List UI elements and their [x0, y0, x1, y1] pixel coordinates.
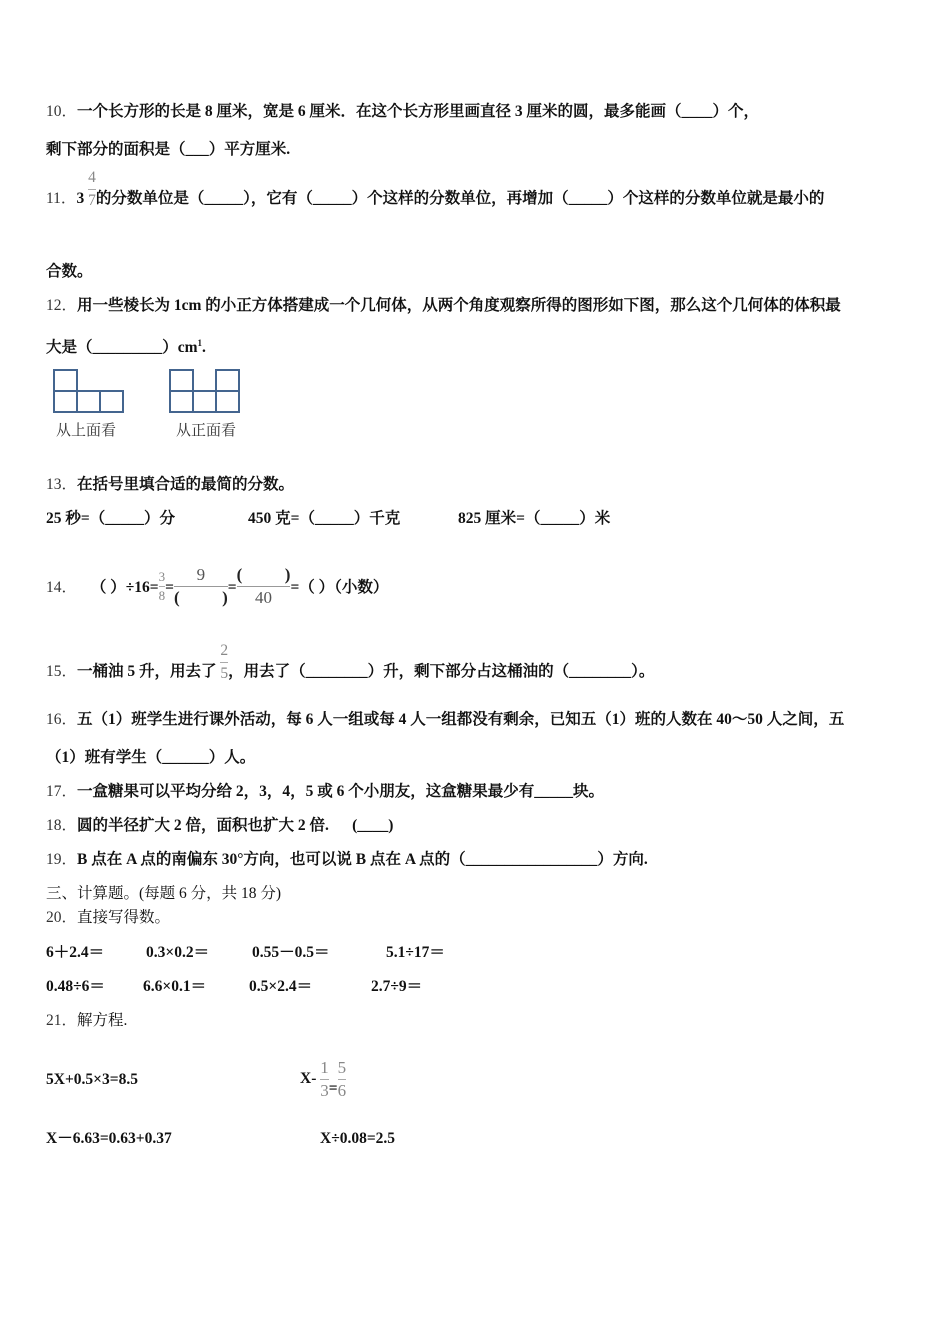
question-text: B 点在 A 点的南偏东 30°方向，也可以说 B 点在 A 点的（_________________）方向.: [77, 851, 648, 868]
front-view-caption: 从正面看: [176, 421, 237, 439]
fraction-bar: [338, 1079, 347, 1080]
fraction: [320, 1058, 329, 1101]
fraction-bar: [174, 586, 228, 587]
grid-cell: [169, 390, 194, 413]
top-view-caption: 从上面看: [56, 421, 117, 439]
question-16-line2: （1）班有学生（______）人。: [46, 749, 256, 766]
equation-text: X-: [300, 1070, 317, 1088]
question-text: 在括号里填合适的最简的分数。: [77, 476, 295, 493]
question-number: 17．: [46, 783, 78, 800]
equation-1: 5X+0.5×3=8.5: [46, 1071, 138, 1088]
fraction-denominator: 3: [320, 1081, 329, 1100]
mixed-number-whole: 3: [76, 190, 85, 208]
question-text: 一桶油 5 升，用去了: [77, 663, 217, 681]
question-11: [46, 169, 825, 221]
calc-item: 2.7÷9＝: [371, 978, 423, 995]
calc-item: 6.6×0.1＝: [143, 978, 207, 995]
fraction-numerator: 3: [158, 569, 166, 584]
equation-3: X－6.63=0.63+0.37: [46, 1130, 172, 1147]
question-text: 圆的半径扩大 2 倍，面积也扩大 2 倍. (____): [77, 817, 394, 834]
question-number: 13．: [46, 476, 78, 493]
grid-cell: [53, 390, 78, 413]
question-text: 大是（_________）cm: [46, 339, 198, 357]
question-10: [46, 102, 759, 122]
grid-cell: [99, 390, 124, 413]
question-13: [46, 475, 294, 495]
fraction-numerator: 9: [196, 565, 206, 584]
question-text: 一个长方形的长是 8 厘米，宽是 6 厘米．在这个长方形里画直径 3 厘米的圆，最多能画（____）个，: [77, 103, 760, 120]
question-12: [46, 296, 841, 316]
superscript: 1: [197, 338, 203, 348]
section-title: 三、计算题。(每题 6 分，共 18 分): [46, 885, 282, 902]
calc-item: 0.3×0.2＝: [146, 944, 210, 961]
conversion-item: 25 秒=（_____）分: [46, 510, 175, 527]
grid-cell: [169, 369, 194, 392]
fraction-denominator: 5: [220, 665, 229, 682]
grid-cell: [53, 369, 78, 392]
question-number: 19．: [46, 851, 78, 868]
question-15: [46, 642, 655, 694]
conversion-item: 450 克=（_____）千克: [248, 510, 401, 527]
fraction: [220, 641, 228, 684]
question-13-items: [46, 509, 610, 529]
question-14: [46, 567, 388, 610]
calc-item: 6＋2.4＝: [46, 944, 105, 961]
question-text: ，用去了（________）升，剩下部分占这桶油的（________）。: [228, 663, 655, 681]
fraction-denominator: 40: [255, 588, 273, 607]
question-text: 直接写得数。: [77, 909, 171, 926]
fraction: [174, 565, 228, 608]
question-17: [46, 782, 604, 802]
expression-suffix: =（ ）（小数）: [290, 579, 389, 597]
grid-cell: [192, 390, 217, 413]
fraction: [338, 1058, 347, 1101]
fraction: [159, 569, 166, 604]
calc-item: 0.5×2.4＝: [249, 978, 313, 995]
fraction-denominator: 7: [88, 192, 96, 209]
fraction-numerator: 5: [337, 1058, 347, 1077]
fraction-denominator: 8: [158, 588, 166, 603]
expression-prefix: （ ）÷16=: [90, 579, 159, 597]
fraction-bar: [88, 189, 96, 190]
fraction: [237, 565, 291, 608]
fraction-numerator: 1: [320, 1058, 329, 1077]
calc-item: 5.1÷17＝: [386, 944, 445, 961]
question-number: 20．: [46, 909, 78, 926]
equals-sign: =: [328, 1080, 338, 1098]
fraction-numerator: ( ): [236, 565, 291, 584]
fraction-bar: [159, 586, 166, 587]
question-number: 21．: [46, 1012, 78, 1029]
equals-sign: =: [165, 579, 174, 597]
grid-cell: [76, 390, 101, 413]
question-10-line2: 剩下部分的面积是（___）平方厘米.: [46, 141, 291, 158]
question-number: 18．: [46, 817, 78, 834]
calc-item: 0.55－0.5＝: [252, 944, 330, 961]
question-16: [46, 710, 844, 730]
question-text: 的分数单位是（_____），它有（_____）个这样的分数单位，再增加（_____）个这样的分数单位就是最小的: [95, 190, 825, 208]
calc-row-1: [46, 943, 445, 963]
equation-4: X÷0.08=2.5: [320, 1130, 396, 1147]
question-number: 10．: [46, 103, 78, 120]
question-number: 15．: [46, 663, 78, 681]
fraction-bar: [320, 1079, 329, 1080]
punctuation: .: [202, 339, 206, 357]
fraction-bar: [220, 662, 228, 663]
fraction-bar: [237, 586, 291, 587]
equation-2: [300, 1058, 346, 1101]
conversion-item: 825 厘米=（_____）米: [458, 510, 611, 527]
equals-sign: =: [227, 579, 237, 597]
question-19: [46, 850, 648, 870]
fraction-numerator: 4: [88, 169, 96, 186]
question-18: [46, 816, 393, 836]
fraction: [88, 168, 96, 211]
fraction-denominator: 6: [337, 1081, 347, 1100]
question-number: 16．: [46, 711, 78, 728]
question-21: [46, 1011, 127, 1031]
question-text: 解方程.: [77, 1012, 128, 1029]
question-20: [46, 908, 170, 928]
calc-row-2: [46, 977, 422, 997]
question-11-line2: 合数。: [46, 263, 93, 280]
grid-cell: [215, 369, 240, 392]
question-number: 12．: [46, 297, 78, 314]
fraction-numerator: 2: [220, 642, 229, 659]
question-text: 用一些棱长为 1cm 的小正方体搭建成一个几何体，从两个角度观察所得的图形如下图，那么这个几何体的体积最: [77, 297, 841, 314]
fraction-denominator: ( ): [173, 588, 228, 607]
question-text: 五（1）班学生进行课外活动，每 6 人一组或每 4 人一组都没有剩余，已知五（1）班的人数在 40～50 人之间，五: [77, 711, 845, 728]
question-number: 11．: [46, 190, 77, 208]
question-12-line2: [46, 333, 206, 358]
grid-cell: [215, 390, 240, 413]
calc-item: 0.48÷6＝: [46, 978, 105, 995]
question-text: 一盒糖果可以平均分给 2，3，4，5 或 6 个小朋友，这盒糖果最少有_____块。: [77, 783, 605, 800]
question-number: 14．: [46, 579, 78, 597]
